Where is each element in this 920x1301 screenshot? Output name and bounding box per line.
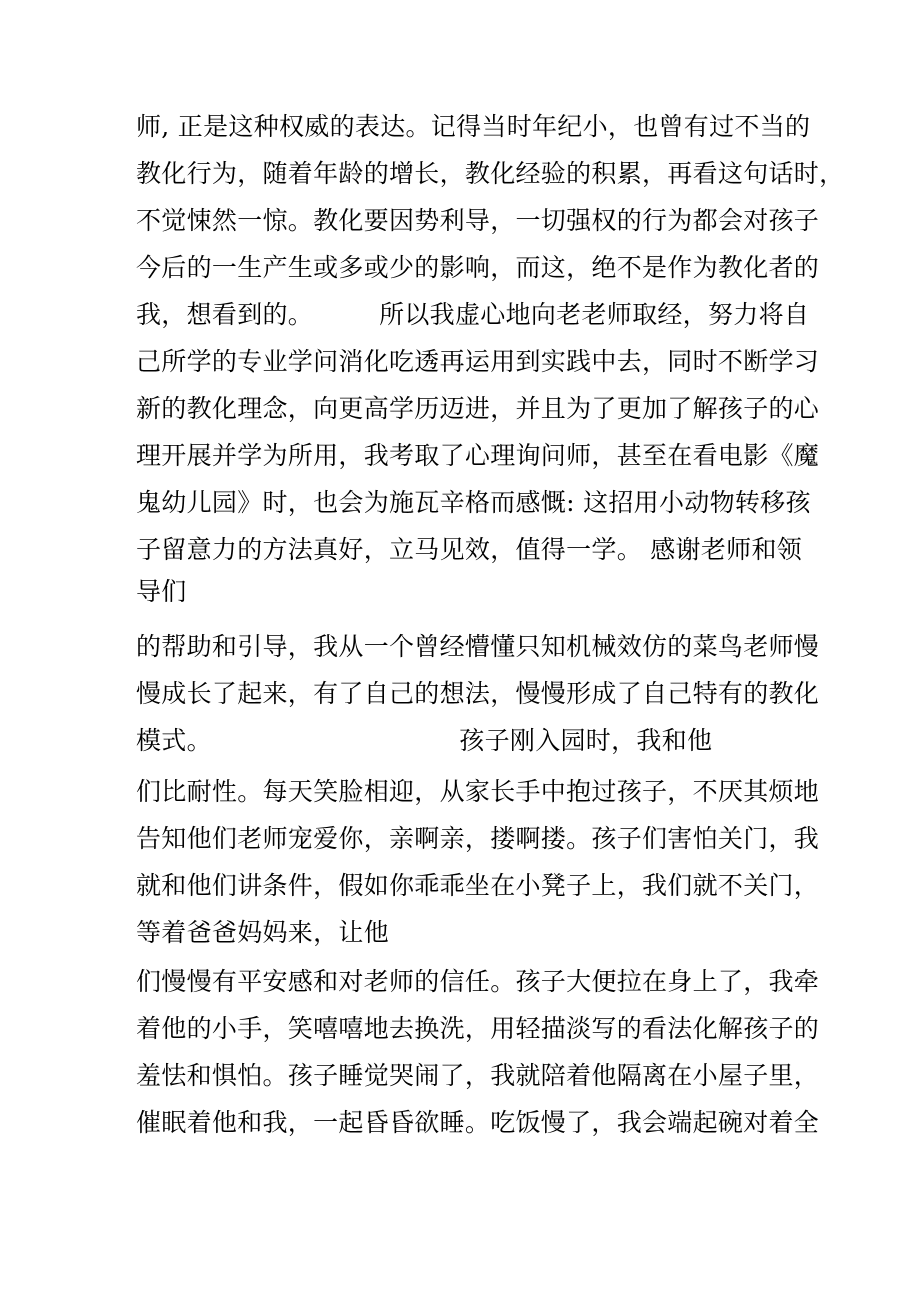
text-line: 鬼幼儿园》时，也会为施瓦辛格而感慨: 这招用小动物转移孩	[136, 488, 811, 517]
text-line: 师, 正是这种权威的表达。记得当时年纪小，也曾有过不当的	[136, 112, 811, 141]
text-line: 理开展并学为所用，我考取了心理询问师，甚至在看电影《魔	[136, 441, 820, 470]
text-line: 着他的小手，笑嘻嘻地去换洗，用轻描淡写的看法化解孩子的	[136, 1014, 820, 1043]
text-line: 导们	[136, 577, 187, 606]
text-line: 今后的一生产生或多或少的影响，而这，绝不是作为教化者的	[136, 253, 820, 282]
text-line: 的帮助和引导，我从一个曾经懵懂只知机械效仿的菜鸟老师慢	[136, 632, 820, 661]
text-line: 子留意力的方法真好，立马见效，值得一学。 感谢老师和领	[136, 535, 803, 564]
text-line: 等着爸爸妈妈来，让他	[136, 918, 390, 947]
text-line: 们比耐性。每天笑脸相迎，从家长手中抱过孩子，不厌其烦地	[136, 777, 820, 806]
text-line: 不觉悚然一惊。教化要因势利导，一切强权的行为都会对孩子	[136, 206, 820, 235]
text-line: 就和他们讲条件，假如你乖乖坐在小凳子上，我们就不关门，	[136, 871, 820, 900]
text-line: 己所学的专业学问消化吃透再运用到实践中去，同时不断学习	[136, 347, 820, 376]
text-line: 我，想看到的。 所以我虚心地向老老师取经，努力将自	[136, 300, 810, 329]
text-line: 催眠着他和我，一起昏昏欲睡。吃饭慢了，我会端起碗对着全	[136, 1108, 820, 1137]
text-line: 羞怯和惧怕。孩子睡觉哭闹了，我就陪着他隔离在小屋子里，	[136, 1061, 820, 1090]
text-line: 告知他们老师宠爱你，亲啊亲，搂啊搂。孩子们害怕关门，我	[136, 824, 820, 853]
text-line: 新的教化理念，向更高学历迈进，并且为了更加了解孩子的心	[136, 394, 820, 423]
text-line: 模式。 孩子刚入园时，我和他	[136, 726, 713, 755]
text-line: 慢成长了起来，有了自己的想法，慢慢形成了自己特有的教化	[136, 679, 820, 708]
text-line: 教化行为，随着年龄的增长，教化经验的积累，再看这句话时，	[136, 159, 845, 188]
text-line: 们慢慢有平安感和对老师的信任。孩子大便拉在身上了，我牵	[136, 967, 820, 996]
